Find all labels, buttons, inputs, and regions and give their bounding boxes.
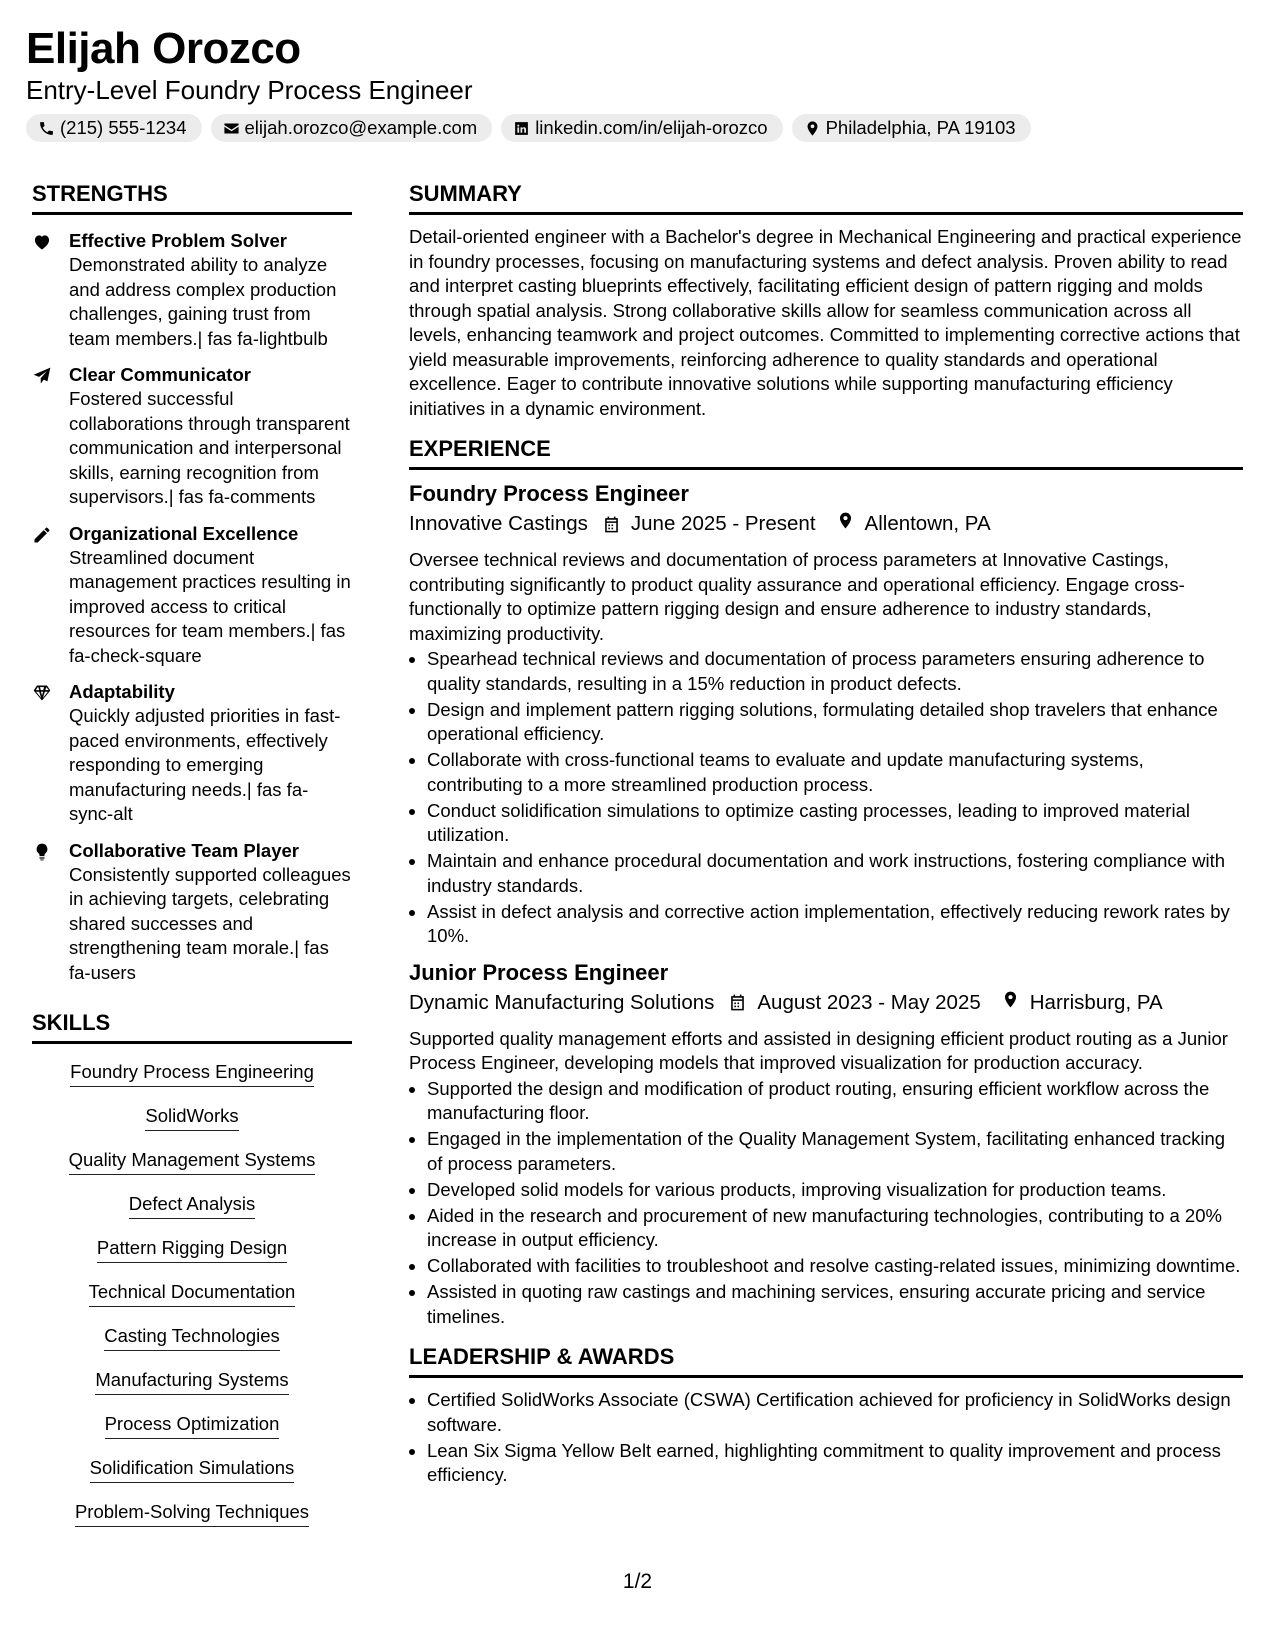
job-bullet: • Developed solid models for various products, improving visualization for production teams.: [427, 1178, 1243, 1203]
linkedin-icon: [513, 120, 530, 137]
skills-list: [32, 1044, 352, 1527]
job-bullet: • Aided in the research and procurement of new manufacturing technologies, contributing to a 20% increase in output efficiency.: [427, 1204, 1243, 1253]
skill-item: [32, 1148, 352, 1175]
job-company: Innovative Castings: [409, 512, 588, 535]
strength-title: Adaptability: [69, 681, 175, 702]
skill-item: [32, 1104, 352, 1131]
skill-label: Defect Analysis: [129, 1192, 255, 1219]
strength-item: [32, 522, 352, 669]
summary-text: Detail-oriented engineer with a Bachelor's degree in Mechanical Engineering and practical experience in foundry processes, focusing on manufacturing systems and defect analysis. Proven ability to read and interpret casting blueprints effectively, facilitating efficient design of pattern rigging and molds through spatial analysis. Strong collaborative skills allow for seamless communication across all levels, enhancing teamwork and project outcomes. Committed to implementing corrective actions that yield measurable improvements, reinforcing adherence to quality standards and operational excellence. Eager to contribute innovative solutions while supporting manufacturing efficiency initiatives in a dynamic environment.: [409, 226, 1242, 419]
job-dates: August 2023 - May 2025: [757, 990, 981, 1014]
skill-label: Solidification Simulations: [90, 1456, 295, 1483]
map-pin-icon: [804, 120, 821, 137]
contact-linkedin[interactable]: [501, 114, 782, 142]
job-bullets: [409, 1077, 1243, 1330]
contact-linkedin-text: linkedin.com/in/elijah-orozco: [535, 117, 768, 138]
job-location: Harrisburg, PA: [1029, 990, 1163, 1014]
job-bullet: • Design and implement pattern rigging solutions, formulating detailed shop travelers that enhance operational efficiency.: [427, 698, 1243, 747]
envelope-icon: [223, 120, 240, 137]
job-bullet: • Collaborated with facilities to troubleshoot and resolve casting-related issues, minimizing downtime.: [427, 1254, 1243, 1279]
job-bullet: • Conduct solidification simulations to optimize casting processes, leading to improved material utilization.: [427, 799, 1243, 848]
strength-title: Organizational Excellence: [69, 522, 299, 544]
summary-heading: SUMMARY: [409, 180, 1243, 215]
skill-item: [32, 1324, 352, 1351]
skill-item: [32, 1280, 352, 1307]
job-title: Foundry Process Engineer: [409, 481, 689, 506]
job-bullets: [409, 647, 1243, 949]
skill-item: [32, 1060, 352, 1087]
skill-label: SolidWorks: [145, 1104, 238, 1131]
strength-item: [32, 839, 352, 986]
job-meta: [409, 509, 1243, 539]
strength-description: Streamlined document management practices resulting in improved access to critical resources for team members.| fas fa-check-square: [69, 546, 351, 666]
awards-heading: LEADERSHIP & AWARDS: [409, 1343, 1243, 1378]
job-entry: [409, 959, 1243, 1330]
candidate-headline: Entry-Level Foundry Process Engineer: [26, 75, 473, 105]
skill-label: Problem-Solving Techniques: [75, 1500, 309, 1527]
strength-item: [32, 363, 352, 510]
right-column: [409, 180, 1243, 1489]
skill-label: Casting Technologies: [104, 1324, 280, 1351]
job-title: Junior Process Engineer: [409, 959, 669, 985]
strength-description: Quickly adjusted priorities in fast-paced environments, effectively responding to emerging manufacturing needs.| fas fa-sync-alt: [69, 705, 341, 824]
contact-email[interactable]: [211, 114, 493, 142]
job-bullet: • Assist in defect analysis and corrective action implementation, effectively reducing rework rates by 10%.: [427, 900, 1243, 949]
skill-item: [32, 1412, 352, 1439]
contact-phone[interactable]: [26, 114, 202, 142]
skill-label: Manufacturing Systems: [95, 1368, 288, 1395]
job-location: Allentown, PA: [864, 512, 991, 535]
heart-icon: [32, 232, 52, 252]
job-bullet: • Spearhead technical reviews and documentation of process parameters ensuring adherence to quality standards, resulting in a 15% reduction in product defects.: [427, 647, 1243, 696]
strengths-heading: STRENGTHS: [32, 180, 352, 215]
award-item: • Lean Six Sigma Yellow Belt earned, highlighting commitment to quality improvement and process efficiency.: [427, 1439, 1243, 1488]
page-number: 1/2: [622, 1570, 653, 1593]
job-entry: [409, 480, 1243, 949]
job-bullet: • Assisted in quoting raw castings and machining services, ensuring accurate pricing and service timelines.: [427, 1280, 1243, 1329]
job-bullet: • Collaborate with cross-functional teams to evaluate and update manufacturing systems, contributing to a more streamlined production process.: [427, 748, 1243, 797]
job-bullet: • Supported the design and modification of product routing, ensuring efficient workflow across the manufacturing floor.: [427, 1077, 1243, 1126]
strength-description: Demonstrated ability to analyze and address complex production challenges, gaining trust from team members.| fas fa-lightbulb: [69, 254, 337, 349]
job-company: Dynamic Manufacturing Solutions: [409, 990, 715, 1014]
strength-title: Effective Problem Solver: [69, 230, 287, 251]
award-item: • Certified SolidWorks Associate (CSWA) Certification achieved for proficiency in SolidWorks design software.: [427, 1388, 1243, 1437]
skill-item: [32, 1236, 352, 1263]
strength-description: Fostered successful collaborations through transparent communication and interpersonal skills, earning recognition from supervisors.| fas fa-comments: [69, 388, 350, 507]
pencil-icon: [32, 525, 52, 545]
calendar-icon: [602, 515, 621, 534]
skill-label: Foundry Process Engineering: [70, 1060, 314, 1087]
awards-list: [409, 1388, 1243, 1488]
strength-item: [32, 229, 352, 351]
skill-item: [32, 1192, 352, 1219]
strength-title: Clear Communicator: [69, 364, 251, 385]
calendar-icon: [728, 993, 747, 1012]
skill-item: [32, 1500, 352, 1527]
skill-item: [32, 1368, 352, 1395]
strengths-list: [32, 215, 352, 985]
job-bullet: • Maintain and enhance procedural documentation and work instructions, fostering compliance with industry standards.: [427, 849, 1243, 898]
strength-description: Consistently supported colleagues in achieving targets, celebrating shared successes and strengthening team morale.| fas fa-users: [69, 863, 351, 983]
candidate-name: Elijah Orozco: [26, 24, 301, 73]
job-meta: [409, 988, 1243, 1018]
skill-item: [32, 1456, 352, 1483]
experience-heading: EXPERIENCE: [409, 435, 1243, 470]
job-dates: June 2025 - Present: [630, 512, 816, 535]
contact-location-text: Philadelphia, PA 19103: [825, 117, 1016, 138]
strength-title: Collaborative Team Player: [69, 839, 299, 861]
map-pin-icon: [1001, 990, 1020, 1009]
awards-section: [409, 1343, 1243, 1488]
job-bullet: • Engaged in the implementation of the Quality Management System, facilitating enhanced tracking of process parameters.: [427, 1127, 1243, 1176]
strength-item: [32, 680, 352, 827]
skill-label: Pattern Rigging Design: [97, 1236, 287, 1263]
contact-bar: [26, 114, 1031, 142]
skills-heading: SKILLS: [32, 1009, 352, 1044]
gem-icon: [32, 683, 52, 703]
job-description: Oversee technical reviews and documentation of process parameters at Innovative Castings, contributing significantly to product quality assurance and operational efficiency. Engage cross-functionally to optimize pattern rigging design and ensure adherence to industry standards, maximizing productivity.: [409, 549, 1185, 644]
phone-icon: [38, 120, 55, 137]
contact-phone-text: (215) 555-1234: [60, 117, 187, 138]
skill-label: Technical Documentation: [89, 1280, 296, 1307]
contact-location: [792, 114, 1031, 142]
skill-label: Quality Management Systems: [69, 1148, 316, 1175]
left-column: [32, 180, 352, 1544]
lightbulb-icon: [32, 842, 52, 862]
contact-email-text: elijah.orozco@example.com: [244, 117, 478, 138]
skill-label: Process Optimization: [105, 1412, 280, 1439]
job-description: Supported quality management efforts and assisted in designing efficient product routing as a Junior Process Engineer, developing models that improved visualization for production accuracy.: [409, 1027, 1228, 1073]
map-pin-icon: [836, 511, 855, 530]
paper-plane-icon: [32, 366, 52, 386]
